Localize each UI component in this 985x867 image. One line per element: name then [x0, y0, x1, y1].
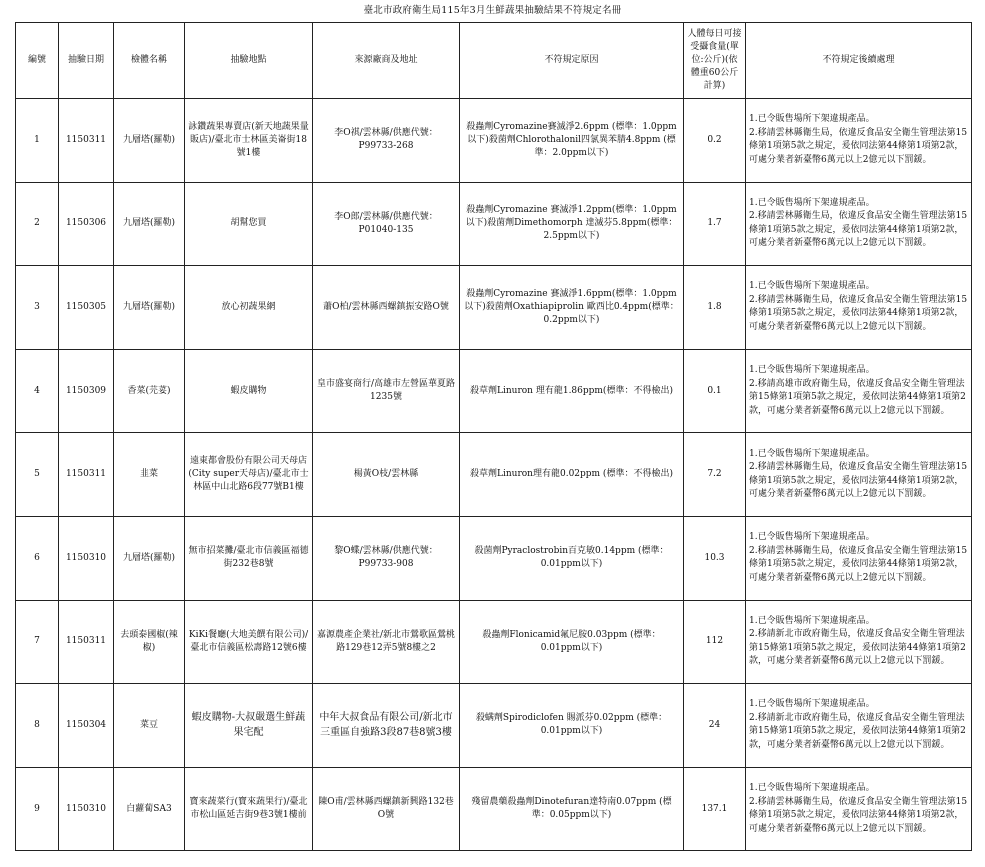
followup-line: 1.已令販售場所下架違規產品。	[749, 197, 875, 208]
cell-source: 陳O甫/雲林縣西螺鎮新興路132巷O號	[313, 767, 460, 851]
cell-reason: 殺菌劑Pyraclostrobin百克敏0.14ppm (標準：0.01ppm以下)	[460, 516, 684, 600]
cell-no: 1	[16, 99, 59, 183]
cell-source: 蕭O柏/雲林縣西螺鎮振安路O號	[313, 266, 460, 350]
cell-date: 1150310	[59, 516, 114, 600]
cell-intake: 112	[684, 600, 746, 684]
header-intake: 人體每日可接受攝食量(單位:公斤)(依體重60公斤計算)	[684, 23, 746, 99]
cell-no: 8	[16, 684, 59, 768]
table-row	[16, 600, 972, 684]
cell-location: 無市招菜攤/臺北市信義區福德街232巷8號	[185, 516, 313, 600]
cell-intake: 10.3	[684, 516, 746, 600]
cell-source: 李O郎/雲林縣/供應代號：P01040-135	[313, 182, 460, 266]
cell-no: 2	[16, 182, 59, 266]
cell-no: 5	[16, 433, 59, 517]
cell-location: 遠東都會股份有限公司天母店(City super天母店)/臺北市士林區中山北路6段77號B1樓	[185, 433, 313, 517]
cell-source: 皇市盛宴商行/高雄市左營區華夏路1235號	[313, 349, 460, 433]
cell-no: 4	[16, 349, 59, 433]
header-followup: 不符規定後續處理	[746, 23, 972, 99]
header-date: 抽驗日期	[59, 23, 114, 99]
cell-source: 黎O蝶/雲林縣/供應代號：P99733-908	[313, 516, 460, 600]
table-row	[16, 349, 972, 433]
table-row	[16, 266, 972, 350]
cell-source: 李O祺/雲林縣/供應代號：P99733-268	[313, 99, 460, 183]
cell-followup	[746, 600, 972, 684]
cell-location: KiKi餐廳(大地美饌有限公司)/臺北市信義區松壽路12號6樓	[185, 600, 313, 684]
followup-line: 2.移請高雄市政府衛生局，依違反食品安全衛生管理法第15條第1項第5款之規定，爰依同法第44條第1項第2款，可處分業者新臺幣6萬元以上2億元以下罰鍰。	[749, 378, 966, 416]
cell-date: 1150304	[59, 684, 114, 768]
cell-source: 楊黃O枝/雲林縣	[313, 433, 460, 517]
cell-sample: 香菜(芫荽)	[114, 349, 185, 433]
cell-reason: 殺蟲劑Flonicamid氟尼胺0.03ppm (標準：0.01ppm以下)	[460, 600, 684, 684]
cell-location: 胡幫您買	[185, 182, 313, 266]
table-row	[16, 767, 972, 851]
cell-location: 蝦皮購物	[185, 349, 313, 433]
header-location: 抽驗地點	[185, 23, 313, 99]
cell-reason: 殺蟲劑Cyromazine 賽滅淨1.6ppm(標準：1.0ppm以下)殺菌劑Oxathiapiprolin 歐西比0.4ppm(標準：0.2ppm以下)	[460, 266, 684, 350]
cell-intake: 0.1	[684, 349, 746, 433]
cell-no: 3	[16, 266, 59, 350]
followup-line: 2.移請新北市政府衛生局，依違反食品安全衛生管理法第15條第1項第5款之規定，爰依同法第44條第1項第2款，可處分業者新臺幣6萬元以上2億元以下罰鍰。	[749, 629, 966, 667]
cell-sample: 九層塔(羅勒)	[114, 99, 185, 183]
cell-followup	[746, 433, 972, 517]
cell-followup	[746, 182, 972, 266]
cell-sample: 白蘿蔔SA3	[114, 767, 185, 851]
cell-sample: 韭菜	[114, 433, 185, 517]
cell-location: 寶來蔬菜行(寶來蔬果行)/臺北市松山區延吉街9巷3號1樓前	[185, 767, 313, 851]
cell-reason: 殺蟲劑Cyromazine 賽滅淨1.2ppm(標準：1.0ppm以下)殺菌劑Dimethomorph 達滅芬5.8ppm(標準：2.5ppm以下)	[460, 182, 684, 266]
header-reason: 不符規定原因	[460, 23, 684, 99]
cell-intake: 24	[684, 684, 746, 768]
followup-line: 2.移請雲林縣衛生局，依違反食品安全衛生管理法第15條第1項第5款之規定，爰依同法第44條第1項第2款，可處分業者新臺幣6萬元以上2億元以下罰鍰。	[749, 545, 968, 583]
cell-date: 1150310	[59, 767, 114, 851]
followup-line: 2.移請新北市政府衛生局，依違反食品安全衛生管理法第15條第1項第5款之規定，爰依同法第44條第1項第2款，可處分業者新臺幣6萬元以上2億元以下罰鍰。	[749, 712, 966, 750]
table-row	[16, 182, 972, 266]
page-title: 臺北市政府衛生局115年3月生鮮蔬果抽驗結果不符規定名冊	[363, 5, 622, 16]
cell-source: 嘉源農產企業社/新北市鶯歌區鶯桃路129巷12弄5號8樓之2	[313, 600, 460, 684]
table-row	[16, 516, 972, 600]
cell-date: 1150311	[59, 99, 114, 183]
header-no: 編號	[16, 23, 59, 99]
cell-intake: 1.7	[684, 182, 746, 266]
followup-line: 1.已令販售場所下架違規產品。	[749, 532, 875, 543]
table-row	[16, 99, 972, 183]
cell-source: 中年大叔食品有限公司/新北市三重區自強路3段87巷8號3樓	[313, 684, 460, 768]
cell-sample: 去頭泰國椒(辣椒)	[114, 600, 185, 684]
violation-table	[15, 22, 972, 851]
followup-line: 1.已令販售場所下架違規產品。	[749, 783, 875, 794]
cell-date: 1150311	[59, 433, 114, 517]
followup-line: 1.已令販售場所下架違規產品。	[749, 448, 875, 459]
cell-intake: 0.2	[684, 99, 746, 183]
followup-line: 1.已令販售場所下架違規產品。	[749, 281, 875, 292]
cell-date: 1150305	[59, 266, 114, 350]
header-sample: 檢體名稱	[114, 23, 185, 99]
cell-followup	[746, 767, 972, 851]
followup-line: 1.已令販售場所下架違規產品。	[749, 365, 875, 376]
cell-reason: 殺螨劑Spirodiclofen 賜派芬0.02ppm (標準：0.01ppm以下)	[460, 684, 684, 768]
cell-followup	[746, 349, 972, 433]
header-source: 來源廠商及地址	[313, 23, 460, 99]
followup-line: 1.已令販售場所下架違規產品。	[749, 114, 875, 125]
cell-followup	[746, 516, 972, 600]
cell-reason: 殺蟲劑Cyromazine賽滅淨2.6ppm (標準：1.0ppm以下)殺菌劑Chlorothalonil四氯異苯腈4.8ppm (標準：2.0ppm以下)	[460, 99, 684, 183]
followup-line: 1.已令販售場所下架違規產品。	[749, 615, 875, 626]
cell-location: 詠鑽蔬果專賣店(新天地蔬果量販店)/臺北市士林區美崙街18號1樓	[185, 99, 313, 183]
cell-sample: 九層塔(羅勒)	[114, 516, 185, 600]
cell-no: 7	[16, 600, 59, 684]
cell-followup	[746, 266, 972, 350]
followup-line: 2.移請雲林縣衛生局，依違反食品安全衛生管理法第15條第1項第5款之規定，爰依同法第44條第1項第2款，可處分業者新臺幣6萬元以上2億元以下罰鍰。	[749, 796, 968, 834]
cell-sample: 九層塔(羅勒)	[114, 266, 185, 350]
followup-line: 1.已令販售場所下架違規產品。	[749, 699, 875, 710]
cell-intake: 1.8	[684, 266, 746, 350]
cell-followup	[746, 684, 972, 768]
table-header-row	[16, 23, 972, 99]
table-row	[16, 433, 972, 517]
cell-no: 6	[16, 516, 59, 600]
followup-line: 2.移請雲林縣衛生局，依違反食品安全衛生管理法第15條第1項第5款之規定，爰依同法第44條第1項第2款，可處分業者新臺幣6萬元以上2億元以下罰鍰。	[749, 462, 968, 500]
cell-date: 1150311	[59, 600, 114, 684]
cell-reason: 殺草劑Linuron理有龍0.02ppm (標準：不得檢出)	[460, 433, 684, 517]
cell-sample: 九層塔(羅勒)	[114, 182, 185, 266]
cell-no: 9	[16, 767, 59, 851]
cell-location: 放心初蔬果網	[185, 266, 313, 350]
cell-intake: 137.1	[684, 767, 746, 851]
cell-date: 1150306	[59, 182, 114, 266]
cell-location: 蝦皮購物-大叔嚴選生鮮蔬果宅配	[185, 684, 313, 768]
followup-line: 2.移請雲林縣衛生局，依違反食品安全衛生管理法第15條第1項第5款之規定，爰依同法第44條第1項第2款，可處分業者新臺幣6萬元以上2億元以下罰鍰。	[749, 294, 968, 332]
cell-followup	[746, 99, 972, 183]
followup-line: 2.移請雲林縣衛生局，依違反食品安全衛生管理法第15條第1項第5款之規定，爰依同法第44條第1項第2款，可處分業者新臺幣6萬元以上2億元以下罰鍰。	[749, 211, 968, 249]
cell-sample: 菜豆	[114, 684, 185, 768]
cell-reason: 殺草劑Linuron 理有龍1.86ppm(標準：不得檢出)	[460, 349, 684, 433]
followup-line: 2.移請雲林縣衛生局，依違反食品安全衛生管理法第15條第1項第5款之規定，爰依同法第44條第1項第2款，可處分業者新臺幣6萬元以上2億元以下罰鍰。	[749, 127, 968, 165]
table-row	[16, 684, 972, 768]
cell-date: 1150309	[59, 349, 114, 433]
cell-intake: 7.2	[684, 433, 746, 517]
cell-reason: 殘留農藥殺蟲劑Dinotefuran達特南0.07ppm (標準：0.05ppm以下)	[460, 767, 684, 851]
